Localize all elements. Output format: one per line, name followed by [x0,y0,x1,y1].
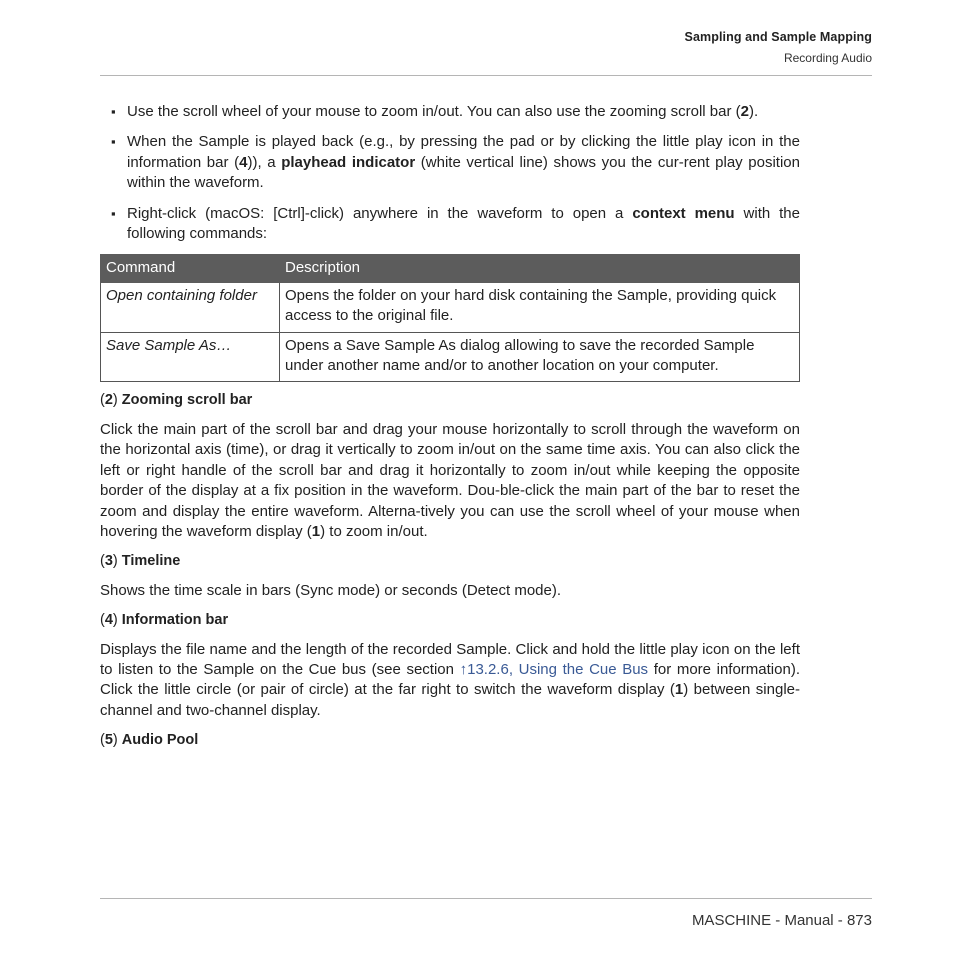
section-paragraph: Shows the time scale in bars (Sync mode) or seconds (Detect mode). [100,581,562,599]
footer-divider [100,898,872,899]
command-table [100,254,800,382]
description-cell: Opens the folder on your hard disk containing the Sample, providing quick access to the original file. [280,282,800,332]
list-item: ▪ Right-click (macOS: [Ctrl]-click) anywhere in the waveform to open a context menu with the following commands: [111,204,800,243]
column-header-command: Command [101,255,280,282]
bullet-list [100,102,800,244]
bullet-icon: ▪ [111,104,116,119]
chapter-title: Sampling and Sample Mapping [684,30,872,44]
column-header-description: Description [280,255,800,282]
bullet-icon: ▪ [111,134,116,150]
section-title: Recording Audio [783,51,872,65]
page-header [685,30,872,65]
section-heading-information-bar: (4) Information bar [100,612,229,629]
section-heading-zooming-scroll-bar: (2) Zooming scroll bar [100,392,253,409]
table-header-row [101,255,800,282]
section-heading-timeline: (3) Timeline [100,553,181,570]
command-cell: Save Sample As… [101,332,280,382]
cross-reference-link[interactable]: ↑13.2.6, Using the Cue Bus [459,660,649,678]
section-paragraph: Displays the file name and the length of the recorded Sample. Click and hold the little play icon on the left to listen to the Sample on the Cue bus (see section ↑13.2.6, Using the Cue Bus for more information). Click the little circle (or pair of circle) at the far right to switch the waveform display (1) between single-channel and two-channel display. [100,640,800,719]
table-row [101,282,800,332]
bullet-icon: ▪ [111,205,116,221]
section-paragraph: Click the main part of the scroll bar and drag your mouse horizontally to scroll through the waveform on the horizontal axis (time), or drag it vertically to zoom in/out on the same time axis. You can also click the left or right handle of the scroll bar and drag it horizontally to zoom in/out while keeping the opposite border of the display at a fix position in the waveform. Dou-ble-click the main part of the bar to reset the zoom and display the entire waveform. Alterna-tively you can use the scroll wheel of your mouse when hovering the waveform display (1) to zoom in/out. [100,420,800,540]
table-row [101,332,800,382]
list-item: ▪ Use the scroll wheel of your mouse to zoom in/out. You can also use the zooming scroll bar (2). [100,102,800,122]
list-item: ▪ When the Sample is played back (e.g., by pressing the pad or by clicking the little play icon in the information bar (4)), a playhead indicator (white vertical line) shows you the cur-rent play position within the waveform. [111,133,800,192]
header-divider [100,75,872,76]
description-cell: Opens a Save Sample As dialog allowing to save the recorded Sample under another name and/or to another location on your computer. [280,332,800,382]
section-heading-audio-pool: (5) Audio Pool [100,732,199,749]
command-cell: Open containing folder [101,282,280,332]
page-footer: MASCHINE - Manual - 873 [691,912,872,929]
page-body [100,102,800,760]
